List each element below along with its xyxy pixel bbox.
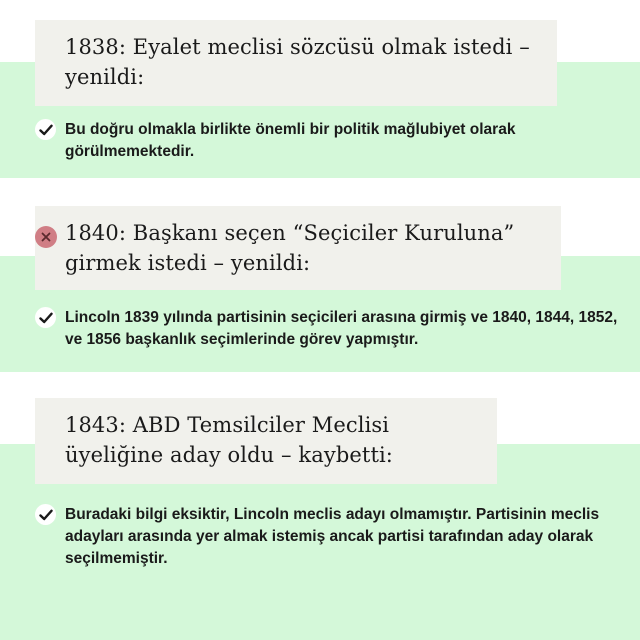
note-1840 [35,307,620,351]
checkmark-icon [35,504,56,525]
claim-box-1838 [35,20,557,106]
note-1843 [35,504,620,570]
claim-text-1838: 1838: Eyalet meclisi sözcüsü olmak istedi – yenildi: [65,35,530,89]
note-text-1843: Buradaki bilgi eksiktir, Lincoln meclis adayı olmamıştır. Partisinin meclis adayları arasında yer almak istemiş ancak partisi tarafından aday olarak seçilmemiştir. [65,506,600,567]
claim-box-1843 [35,398,497,484]
x-mark-icon [35,226,57,248]
claim-text-1843: 1843: ABD Temsilciler Meclisi üyeliğine aday oldu – kaybetti: [65,413,393,467]
checkmark-icon [35,307,56,328]
note-text-1840: Lincoln 1839 yılında partisinin seçicileri arasına girmiş ve 1840, 1844, 1852, ve 1856 başkanlık seçimlerinde görev yapmıştır. [65,309,618,348]
note-text-1838: Bu doğru olmakla birlikte önemli bir politik mağlubiyet olarak görülmemektedir. [65,121,516,160]
claim-text-1840: 1840: Başkanı seçen “Seçiciler Kuruluna” girmek istedi – yenildi: [65,221,515,275]
checkmark-icon [35,119,56,140]
claim-box-1840 [35,206,561,290]
note-1838 [35,119,620,163]
